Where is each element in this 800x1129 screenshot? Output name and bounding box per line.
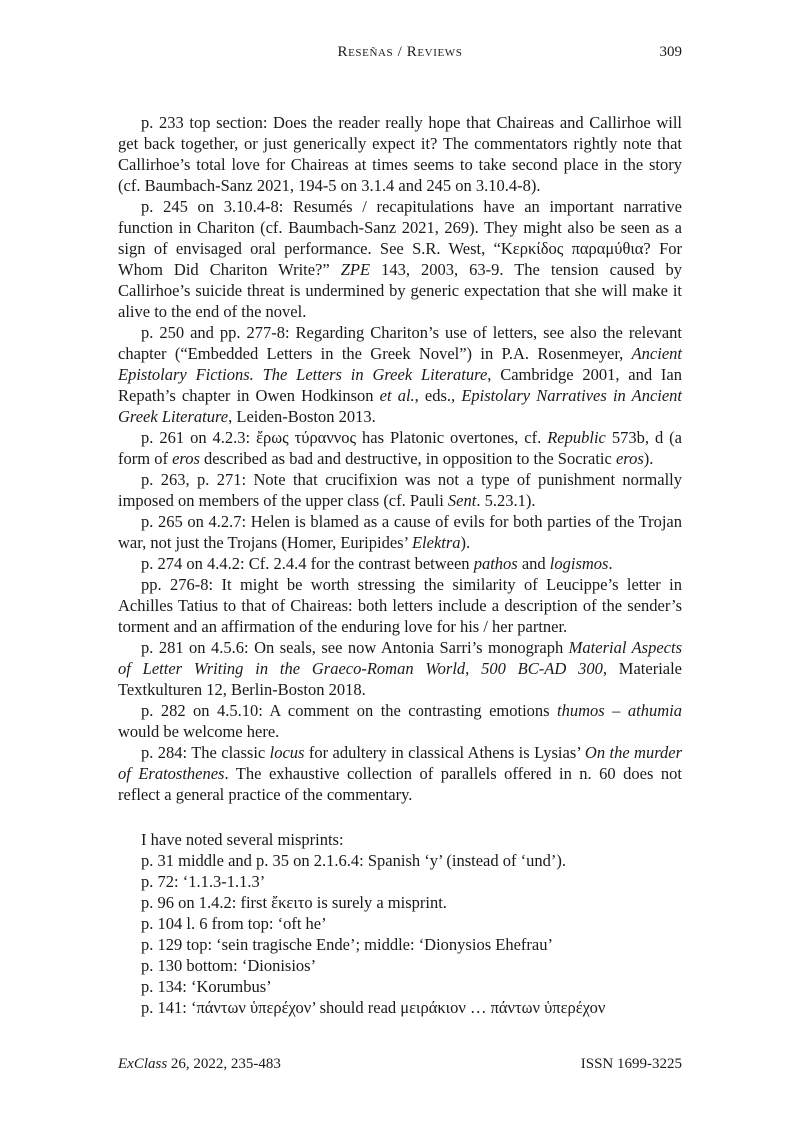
footer-citation: [118, 1056, 281, 1073]
paragraph: [118, 574, 682, 637]
text-segment: 573b, d (a form of: [118, 428, 682, 468]
paragraph: [118, 469, 682, 511]
text-segment: , Leiden-Boston 2013.: [228, 407, 376, 426]
italic-segment: athumia: [627, 701, 682, 720]
text-segment: p. 261 on 4.2.3: ἔρως τύραννος has Platonic overtones, cf.: [141, 428, 548, 447]
italic-segment: Elektra: [411, 533, 461, 552]
text-segment: for adultery in classical Athens is Lysias’: [304, 743, 585, 762]
italic-segment: Material Aspects of Letter Writing in the Graeco-Roman World, 500 BC-AD 300: [118, 638, 682, 678]
journal-name: ExClass: [118, 1056, 168, 1072]
text-segment: .: [608, 554, 613, 573]
text-segment: pp. 276-8: It might be worth stressing the similarity of Leucippe’s letter in Achilles Tatius to that of Chaireas: both letters include a description of the sender’s torment and an affirmation of the enduring love for his / her partner.: [118, 575, 682, 636]
text-segment: p. 104 l. 6 from top: ‘oft he’: [141, 914, 327, 933]
page-footer: [118, 1056, 682, 1073]
paragraph: [118, 637, 682, 700]
text-segment: . 5.23.1).: [476, 491, 536, 510]
text-segment: p. 233 top section: Does the reader really hope that Chaireas and Callirhoe will get back together, or just generically expect it? The commentators rightly note that Callirhoe’s total love for Chaireas at times seems to take second place in the story (cf. Baumbach-Sanz 2021, 194-5 on 3.1.4 and 245 on 3.10.4-8).: [118, 113, 682, 195]
journal-citation: 26, 2022, 235-483: [167, 1056, 281, 1072]
text-segment: I have noted several misprints:: [141, 830, 344, 849]
paragraph: [118, 427, 682, 469]
footer-issn: ISSN 1699-3225: [580, 1056, 682, 1072]
text-segment: p. 31 middle and p. 35 on 2.1.6.4: Spanish ‘y’ (instead of ‘und’).: [141, 851, 566, 870]
text-segment: p. 129 top: ‘sein tragische Ende’; middle: ‘Dionysios Ehefrau’: [141, 935, 553, 954]
italic-segment: eros: [172, 449, 200, 468]
italic-segment: Sent: [447, 491, 477, 510]
paragraph: [118, 976, 682, 997]
text-segment: p. 281 on 4.5.6: On seals, see now Antonia Sarri’s monograph: [141, 638, 569, 657]
text-segment: . The exhaustive collection of parallels offered in n. 60 does not reflect a general practice of the commentary.: [118, 764, 682, 804]
paragraph: [118, 700, 682, 742]
paragraph: [118, 553, 682, 574]
text-segment: described as bad and destructive, in opposition to the Socratic: [199, 449, 616, 468]
paragraph: [118, 997, 682, 1018]
text-segment: ).: [643, 449, 654, 468]
running-head-title: Reseñas / Reviews: [337, 44, 463, 60]
paragraph: [118, 511, 682, 553]
italic-segment: Republic: [547, 428, 606, 447]
text-segment: p. 72: ‘1.1.3-1.1.3’: [141, 872, 266, 891]
text-segment: p. 141: ‘πάντων ὑπερέχον’ should read μειράκιον … πάντων ὑπερέχον: [141, 998, 606, 1017]
paragraph: [118, 742, 682, 805]
text-segment: and: [517, 554, 550, 573]
paragraph: [118, 850, 682, 871]
text-segment: p. 130 bottom: ‘Dionisios’: [141, 956, 317, 975]
review-body: [118, 112, 682, 1018]
italic-segment: et al.: [379, 386, 415, 405]
italic-segment: pathos: [473, 554, 518, 573]
page-number: 309: [659, 44, 682, 60]
text-segment: 143, 2003, 63-9. The tension caused by Callirhoe’s suicide threat is undermined by generic expectation that she will make it alive to the end of the novel.: [118, 260, 682, 321]
text-segment: p. 274 on 4.4.2: Cf. 2.4.4 for the contrast between: [141, 554, 474, 573]
italic-segment: Ancient Epistolary Fictions. The Letters in Greek Literature: [118, 344, 682, 384]
paragraph: [118, 955, 682, 976]
text-segment: , Cambridge 2001, and Ian Repath’s chapter in Owen Hodkinson: [118, 365, 682, 405]
italic-segment: On the murder of Eratosthenes: [118, 743, 683, 783]
text-segment: p. 134: ‘Korumbus’: [141, 977, 272, 996]
text-segment: –: [604, 701, 628, 720]
text-segment: ).: [460, 533, 471, 552]
italic-segment: eros: [615, 449, 644, 468]
italic-segment: thumos: [557, 701, 605, 720]
italic-segment: locus: [269, 743, 305, 762]
text-segment: , Materiale Textkulturen 12, Berlin-Boston 2018.: [118, 659, 683, 699]
text-segment: p. 245 on 3.10.4-8: Resumés / recapitulations have an important narrative function in Chariton (cf. Baumbach-Sanz 2021, 269). They might also be seen as a sign of envisaged oral performance. See S.R. West, “Κερκίδος παραμύθια? For Whom Did Chariton Write?”: [118, 197, 682, 279]
paragraph: [118, 871, 682, 892]
text-segment: , eds.,: [414, 386, 462, 405]
running-header: [118, 44, 682, 64]
paragraph: [118, 112, 682, 196]
italic-segment: ZPE: [340, 260, 371, 279]
text-segment: p. 282 on 4.5.10: A comment on the contrasting emotions: [141, 701, 558, 720]
italic-segment: Epistolary Narratives in Ancient Greek Literature: [118, 386, 683, 426]
text-segment: would be welcome here.: [118, 722, 280, 741]
paragraph: [118, 829, 682, 850]
text-segment: p. 263, p. 271: Note that crucifixion was not a type of punishment normally imposed on members of the upper class (cf. Pauli: [118, 470, 682, 510]
text-segment: p. 284: The classic: [141, 743, 270, 762]
text-segment: p. 265 on 4.2.7: Helen is blamed as a cause of evils for both parties of the Trojan war, not just the Trojans (Homer, Euripides’: [118, 512, 682, 552]
italic-segment: logismos: [549, 554, 609, 573]
text-segment: p. 250 and pp. 277-8: Regarding Chariton’s use of letters, see also the relevant chapter (“Embedded Letters in the Greek Novel”) in P.A. Rosenmeyer,: [118, 323, 682, 363]
paragraph: [118, 913, 682, 934]
paragraph: [118, 892, 682, 913]
text-segment: p. 96 on 1.4.2: first ἔκειτο is surely a misprint.: [141, 893, 447, 912]
paragraph: [118, 322, 682, 427]
paragraph: [118, 196, 682, 322]
paragraph: [118, 934, 682, 955]
